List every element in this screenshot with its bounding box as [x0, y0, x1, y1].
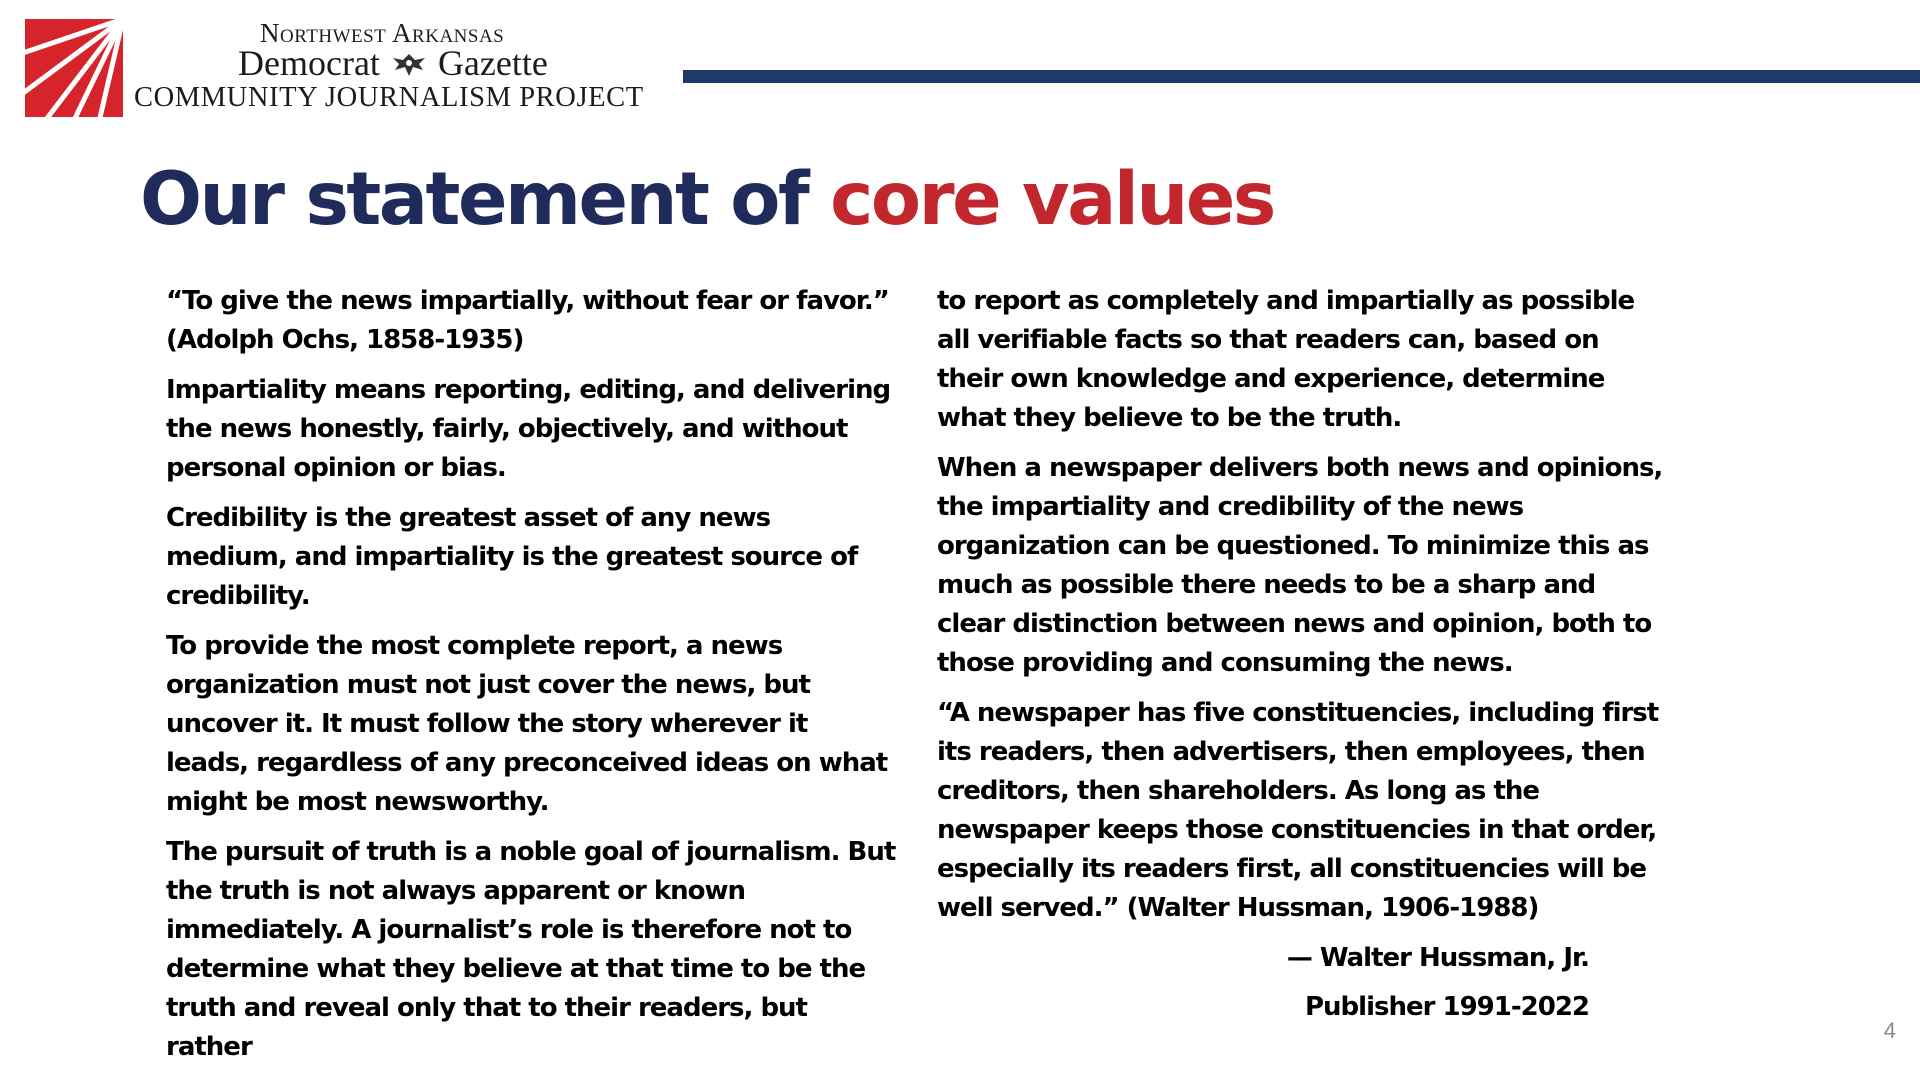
paragraph: When a newspaper delivers both news and opinions, the impartiality and credibility of the news organization can be questioned. To minimize this as much as possible there needs to be a sharp and clear distinction between news and opinion, both to those providing and consuming the news.	[937, 453, 1663, 678]
masthead-paper-name-right: Gazette	[437, 43, 548, 83]
page-title	[140, 157, 1274, 242]
paragraph: To provide the most complete report, a news organization must not just cover the news, but uncover it. It must follow the story wherever it leads, regardless of any preconceived ideas on what might be most newsworthy.	[166, 631, 888, 817]
header-rule	[683, 70, 1920, 83]
paragraph: The pursuit of truth is a noble goal of journalism. But the truth is not always apparent or known immediately. A journalist’s role is therefore not to determine what they believe at that time to be the truth and reveal only that to their readers, but rather	[166, 837, 896, 1062]
paragraph: “To give the news impartially, without fear or favor.” (Adolph Ochs, 1858-1935)	[166, 286, 889, 355]
signature-name: — Walter Hussman, Jr.	[1286, 943, 1589, 973]
paragraph: Impartiality means reporting, editing, and delivering the news honestly, fairly, objectively, and without personal opinion or bias.	[166, 375, 891, 483]
left-column	[166, 282, 896, 1078]
masthead-paper-name-left: Democrat	[238, 43, 380, 83]
paragraph: to report as completely and impartially as possible all verifiable facts so that readers can, based on their own knowledge and experience, determine what they believe to be the truth.	[937, 286, 1635, 433]
eagle-emblem-icon	[389, 45, 429, 73]
page-title-main: Our statement of	[140, 157, 831, 242]
page-number: 4	[1883, 1018, 1896, 1043]
right-column	[937, 282, 1667, 1037]
masthead-region-name: Northwest Arkansas	[260, 18, 505, 48]
masthead-project-name: COMMUNITY JOURNALISM PROJECT	[134, 82, 644, 113]
paragraph: Credibility is the greatest asset of any news medium, and impartiality is the greatest source of credibility.	[166, 503, 858, 611]
paragraph: “A newspaper has five constituencies, including first its readers, then advertisers, then employees, then creditors, then shareholders. As long as the newspaper keeps those constituencies in that order, especially its readers first, all constituencies will be well served.” (Walter Hussman, 1906-1988)	[937, 698, 1659, 923]
masthead-paper-name	[238, 42, 548, 84]
red-sunburst-logo-icon	[25, 19, 123, 117]
page-title-accent: core values	[830, 157, 1274, 242]
signature-title: Publisher 1991-2022	[1304, 992, 1589, 1022]
